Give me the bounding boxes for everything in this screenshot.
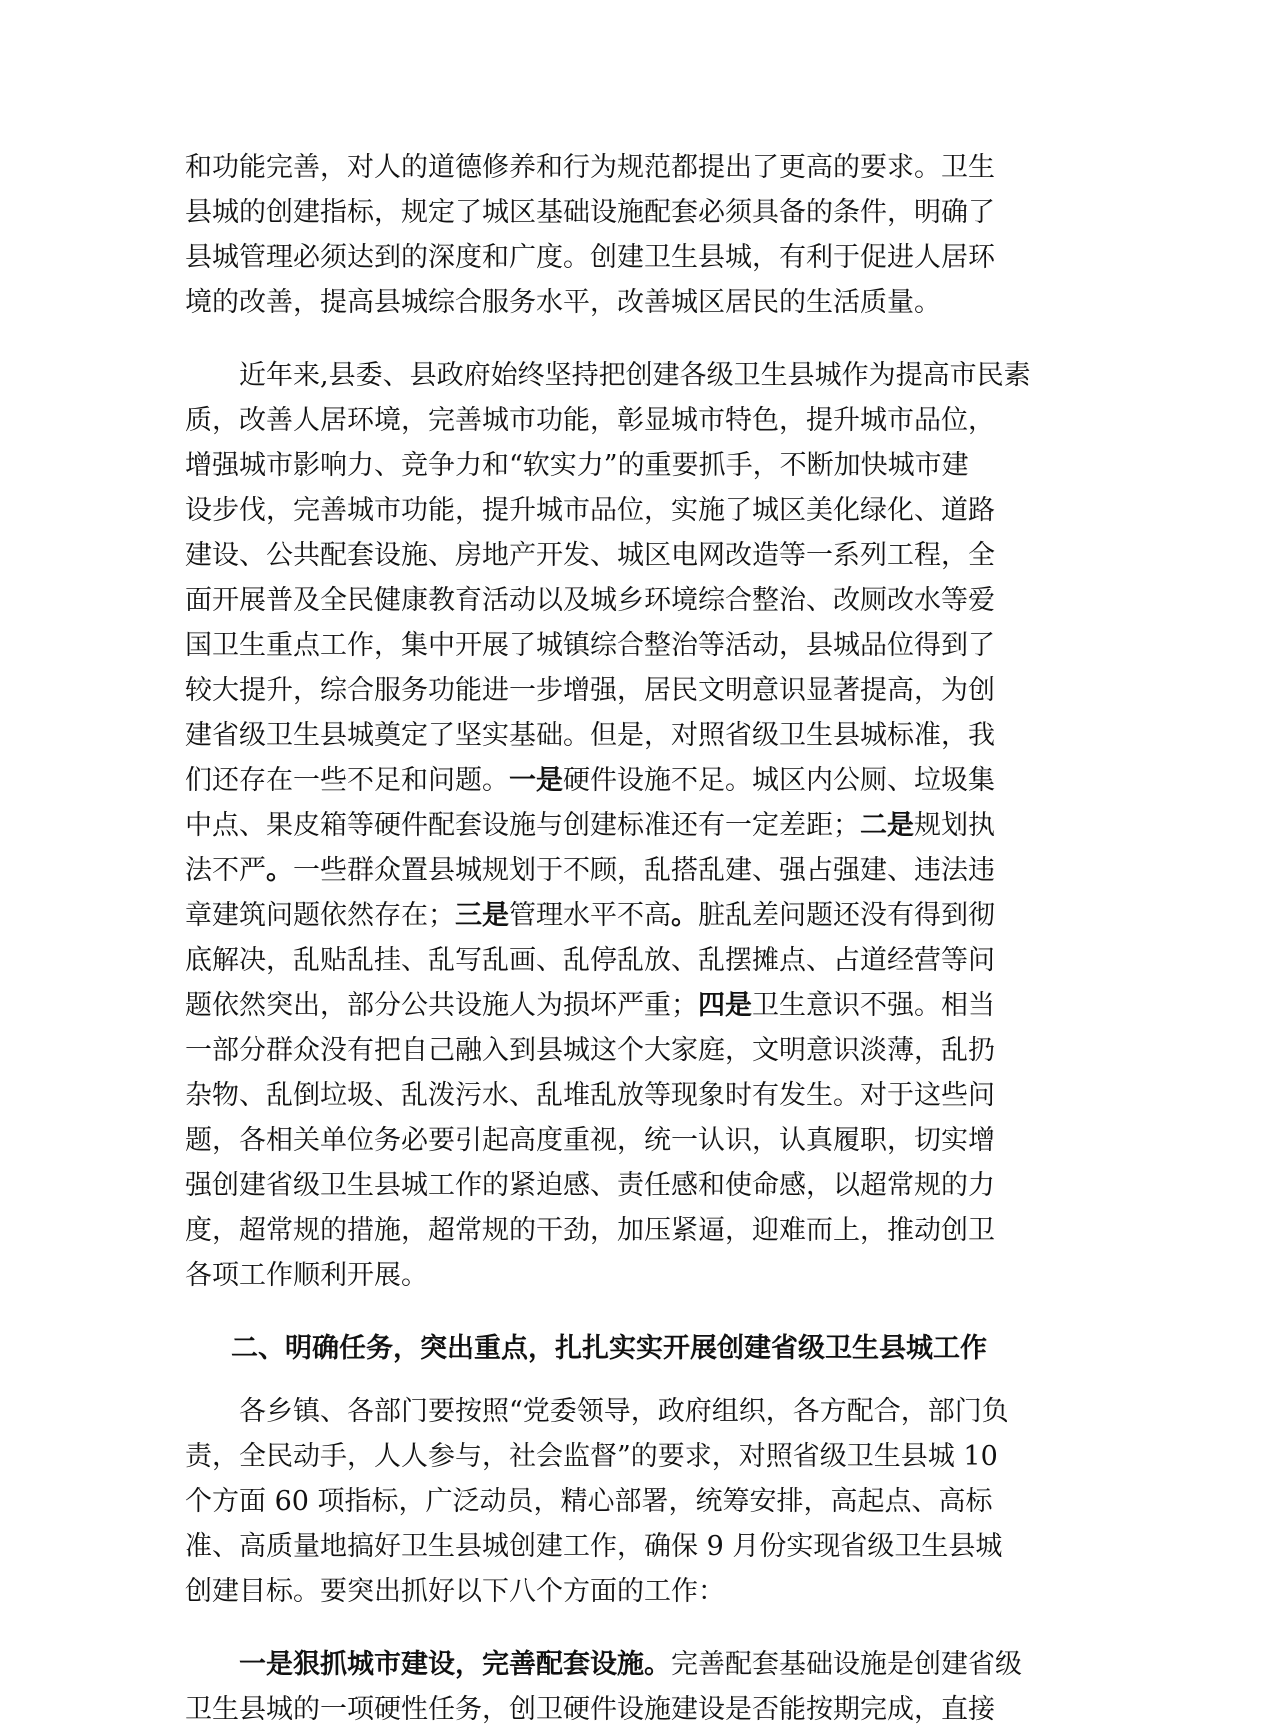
text-line xyxy=(185,893,1065,938)
text-line: 设步伐，完善城市功能，提升城市品位，实施了城区美化绿化、道路 xyxy=(185,495,995,526)
text-segment: 章建筑问题依然存在； xyxy=(185,900,455,931)
paragraph-2 xyxy=(185,353,1065,1298)
text-line: 建设、公共配套设施、房地产开发、城区电网改造等一系列工程，全 xyxy=(185,540,995,571)
text-segment: 管理水平不高 xyxy=(509,900,671,931)
text-segment: 脏乱差问题还没有得到彻 xyxy=(698,900,995,931)
text-line: 卫生县城的一项硬性任务，创卫硬件设施建设是否能按期完成，直接 xyxy=(185,1694,995,1725)
text-line xyxy=(185,983,1065,1028)
bold-period: 。 xyxy=(671,900,698,931)
paragraph-gap xyxy=(185,1298,1065,1326)
text-line: 强创建省级卫生县城工作的紧迫感、责任感和使命感，以超常规的力 xyxy=(185,1170,995,1201)
text-line: 各乡镇、各部门要按照“党委领导，政府组织，各方配合，部门负 xyxy=(239,1396,1009,1427)
text-segment: 中点、果皮箱等硬件配套设施与创建标准还有一定差距； xyxy=(185,810,860,841)
paragraph-gap xyxy=(185,1371,1065,1389)
text-line: 创建目标。要突出抓好以下八个方面的工作： xyxy=(185,1576,725,1607)
text-line: 准、高质量地搞好卫生县城创建工作，确保 9 月份实现省级卫生县城 xyxy=(185,1531,1003,1562)
text-segment: 题依然突出，部分公共设施人为损坏严重； xyxy=(185,990,698,1021)
text-line: 面开展普及全民健康教育活动以及城乡环境综合整治、改厕改水等爱 xyxy=(185,585,995,616)
text-segment: 一些群众置县城规划于不顾，乱搭乱建、强占强建、违法违 xyxy=(293,855,995,886)
paragraph-gap xyxy=(185,325,1065,353)
text-line: 县城的创建指标，规定了城区基础设施配套必须具备的条件，明确了 xyxy=(185,197,995,228)
paragraph-3 xyxy=(185,1389,1065,1614)
text-line xyxy=(185,848,1065,893)
text-line: 度，超常规的措施，超常规的干劲，加压紧逼，迎难而上，推动创卫 xyxy=(185,1215,995,1246)
text-line: 杂物、乱倒垃圾、乱泼污水、乱堆乱放等现象时有发生。对于这些问 xyxy=(185,1080,995,1111)
text-line: 增强城市影响力、竞争力和“软实力”的重要抓手，不断加快城市建 xyxy=(185,450,969,481)
bold-marker-four: 四是 xyxy=(698,990,752,1021)
text-line: 县城管理必须达到的深度和广度。创建卫生县城，有利于促进人居环 xyxy=(185,242,995,273)
text-line xyxy=(185,1642,1065,1687)
text-line: 较大提升，综合服务功能进一步增强，居民文明意识显著提高，为创 xyxy=(185,675,995,706)
text-line: 境的改善，提高县城综合服务水平，改善城区居民的生活质量。 xyxy=(185,287,941,318)
text-line: 质，改善人居环境，完善城市功能，彰显城市特色，提升城市品位， xyxy=(185,405,995,436)
text-line: 各项工作顺利开展。 xyxy=(185,1260,428,1291)
text-segment: 硬件设施不足。城区内公厕、垃圾集 xyxy=(563,765,995,796)
text-line xyxy=(185,758,1065,803)
bold-period: 。 xyxy=(266,855,293,886)
text-line: 建省级卫生县城奠定了坚实基础。但是，对照省级卫生县城标准，我 xyxy=(185,720,995,751)
text-segment: 规划执 xyxy=(914,810,995,841)
bold-marker-two: 二是 xyxy=(860,810,914,841)
bold-marker-one: 一是 xyxy=(509,765,563,796)
text-segment: 卫生意识不强。相当 xyxy=(752,990,995,1021)
text-segment: 们还存在一些不足和问题。 xyxy=(185,765,509,796)
text-segment: 完善配套基础设施是创建省级 xyxy=(671,1649,1022,1680)
bold-lead-sentence: 一是狠抓城市建设，完善配套设施。 xyxy=(239,1649,671,1680)
bold-marker-three: 三是 xyxy=(455,900,509,931)
text-line: 近年来,县委、县政府始终坚持把创建各级卫生县城作为提高市民素 xyxy=(239,360,1031,391)
text-line: 个方面 60 项指标，广泛动员，精心部署，统筹安排，高起点、高标 xyxy=(185,1486,993,1517)
text-line: 和功能完善，对人的道德修养和行为规范都提出了更高的要求。卫生 xyxy=(185,152,995,183)
section-heading: 二、明确任务，突出重点，扎扎实实开展创建省级卫生县城工作 xyxy=(231,1333,987,1364)
paragraph-gap xyxy=(185,1614,1065,1642)
text-segment: 法不严 xyxy=(185,855,266,886)
text-line: 底解决，乱贴乱挂、乱写乱画、乱停乱放、乱摆摊点、占道经营等问 xyxy=(185,945,995,976)
text-line: 责，全民动手，人人参与，社会监督”的要求，对照省级卫生县城 10 xyxy=(185,1441,998,1472)
paragraph-4 xyxy=(185,1642,1065,1732)
text-line: 国卫生重点工作，集中开展了城镇综合整治等活动，县城品位得到了 xyxy=(185,630,995,661)
paragraph-1 xyxy=(185,145,1065,325)
text-line: 题，各相关单位务必要引起高度重视，统一认识，认真履职，切实增 xyxy=(185,1125,995,1156)
text-line xyxy=(185,803,1065,848)
document-page xyxy=(185,145,1065,1732)
text-line: 一部分群众没有把自己融入到县城这个大家庭，文明意识淡薄，乱扔 xyxy=(185,1035,995,1066)
